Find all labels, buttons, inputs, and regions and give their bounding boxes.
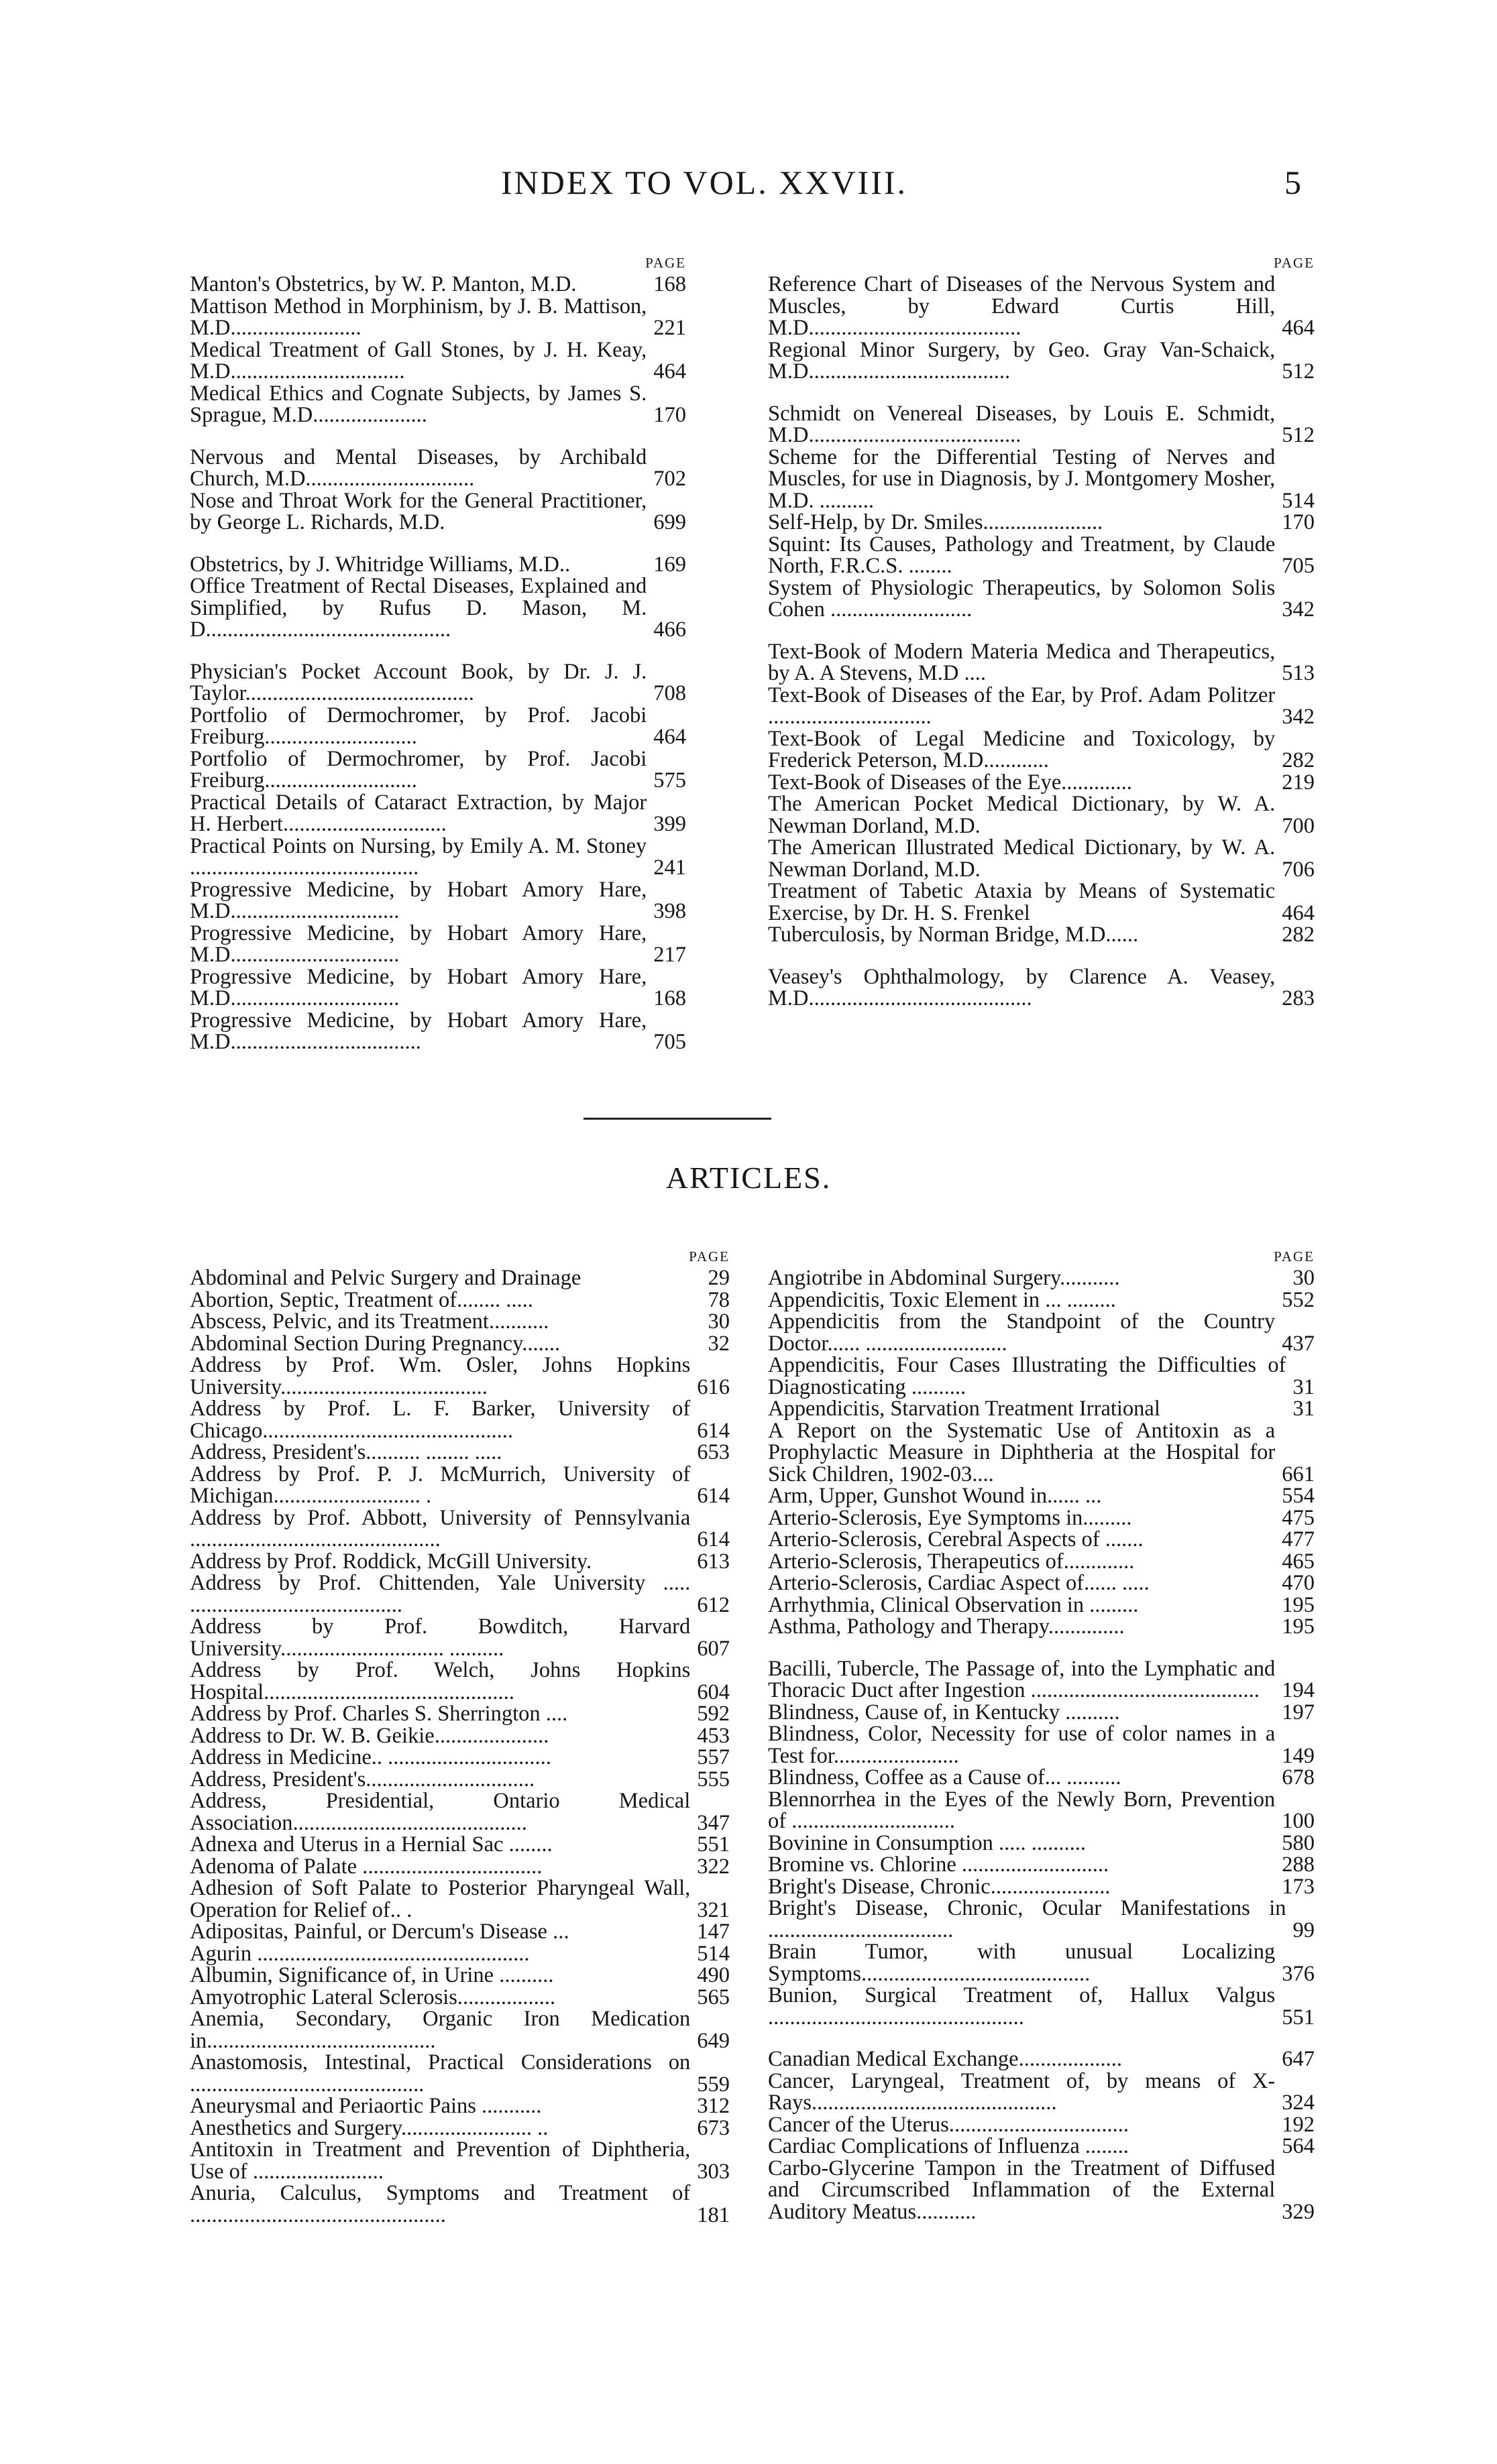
entry-title: Asthma, Pathology and Therapy.............. [768,1615,1125,1639]
entry-page: 241 [653,856,686,880]
index-entry [768,728,1315,772]
entry-title: Obstetrics, by J. Whitridge Williams, M.D.. [190,552,571,577]
entry-page: 195 [1282,1615,1315,1639]
index-entry [768,837,1315,880]
books-column-left [190,252,686,1053]
index-entry [190,1747,730,1769]
index-entry [190,923,686,966]
entry-page: 453 [697,1723,730,1748]
books-column-right [768,252,1315,1010]
entry-title: Progressive Medicine, by Hobart Amory Hare, M.D............................... [190,921,647,967]
entry-page: 513 [1282,661,1315,685]
index-entry [190,1289,730,1311]
entry-page: 475 [1282,1505,1315,1530]
index-entry [190,1572,730,1616]
index-entry [190,1464,730,1507]
entry-page: 614 [697,1527,730,1551]
index-entry [190,1442,730,1464]
entry-page: 708 [653,681,686,705]
entry-page: 653 [697,1440,730,1464]
index-entry [190,792,686,835]
entry-page: 219 [1282,770,1315,795]
page-column-label: PAGE [1274,255,1315,271]
entry-title: Agurin .................................................. [190,1941,530,1966]
index-entry [768,641,1315,685]
entry-title: Cardiac Complications of Influenza ........ [768,2134,1129,2158]
index-entry [190,2008,730,2052]
index-entry [768,1767,1315,1789]
entry-page: 565 [697,1985,730,2009]
entry-page: 31 [1292,1374,1315,1399]
entry-page: 555 [697,1767,730,1792]
entry-title: Carbo-Glycerine Tampon in the Treatment of Diffused and Circumscribed Inflammation of the External Auditory Meatus........... [768,2156,1276,2224]
index-entry [768,339,1315,383]
entry-title: Albumin, Significance of, in Urine .......... [190,1963,554,1987]
entry-title: Arm, Upper, Gunshot Wound in...... ... [768,1484,1102,1508]
entry-page: 32 [708,1331,730,1356]
entry-page: 282 [1282,748,1315,772]
page-title: INDEX TO VOL. XXVIII. [501,164,907,201]
index-entry [190,1659,730,1703]
entry-title: Address, President's.......... ........ ..... [190,1440,502,1464]
entry-title: Medical Ethics and Cognate Subjects, by James S. Sprague, M.D..................... [190,381,647,427]
index-entry [768,1854,1315,1876]
index-entry [190,748,686,792]
entry-page: 283 [1282,986,1315,1010]
entry-page: 554 [1282,1484,1315,1508]
index-entry [768,1420,1315,1486]
index-entry [190,339,686,383]
entry-title: Arterio-Sclerosis, Eye Symptoms in......... [768,1505,1132,1530]
entry-title: System of Physiologic Therapeutics, by Solomon Solis Cohen .......................... [768,575,1276,622]
entry-page: 512 [1282,359,1315,384]
index-entry [768,1398,1315,1420]
entry-page: 322 [697,1854,730,1879]
index-entry [768,1897,1315,1941]
entry-title: Nose and Throat Work for the General Practitioner, by George L. Richards, M.D. [190,488,647,534]
entry-page: 303 [697,2159,730,2184]
entry-title: Antitoxin in Treatment and Prevention of Diphtheria, Use of ........................ [190,2137,691,2184]
index-entry [190,1921,730,1943]
entry-title: Office Treatment of Rectal Diseases, Explained and Simplified, by Rufus D. Mason, M. D............................................. [190,574,647,642]
entry-title: Abdominal and Pelvic Surgery and Drainage [190,1266,581,1290]
index-entry [768,1702,1315,1724]
entry-title: Adipositas, Painful, or Dercum's Disease ... [190,1920,569,1944]
index-entry [768,2158,1315,2223]
entry-page: 614 [697,1418,730,1443]
entry-title: Veasey's Ophthalmology, by Clarence A. Veasey, M.D......................................... [768,964,1276,1010]
entry-title: Text-Book of Modern Materia Medica and Therapeutics, by A. A Stevens, M.D .... [768,639,1276,685]
entry-page: 399 [653,812,686,836]
entry-title: Address to Dr. W. B. Geikie..................... [190,1723,549,1748]
index-entry [768,1289,1315,1311]
entry-title: Angiotribe in Abdominal Surgery........... [768,1266,1120,1290]
entry-page: 173 [1282,1874,1315,1899]
entry-page: 649 [697,2028,730,2053]
index-entry [768,534,1315,577]
index-entry [768,1832,1315,1855]
entry-page: 324 [1282,2091,1315,2115]
index-entry [768,512,1315,534]
entry-title: Cancer, Laryngeal, Treatment of, by means of X-Rays............................................. [768,2068,1276,2115]
entry-page: 700 [1282,813,1315,838]
index-entry [190,1834,730,1856]
entry-title: Arterio-Sclerosis, Therapeutics of............. [768,1549,1135,1574]
index-entry [190,274,686,296]
entry-title: Adhesion of Soft Palate to Posterior Pharyngeal Wall, Operation for Relief of.. . [190,1876,691,1922]
entry-title: Physician's Pocket Account Book, by Dr. J. J. Taylor.......................................... [190,659,647,705]
index-entry [768,793,1315,837]
entry-page: 147 [697,1920,730,1944]
index-entry [190,383,686,426]
entry-title: Address by Prof. Bowditch, Harvard University.............................. .......... [190,1615,691,1661]
entry-page: 607 [697,1636,730,1661]
entry-page: 347 [697,1810,730,1835]
entry-page: 552 [1282,1287,1315,1312]
index-entry [190,1311,730,1333]
index-entry [768,1594,1315,1617]
entry-title: Bunion, Surgical Treatment of, Hallux Valgus ............................................... [768,1983,1276,2030]
index-entry [768,1985,1315,2028]
index-entry [190,575,686,641]
entry-title: Anesthetics and Surgery........................ .. [190,2115,549,2140]
index-entry [190,296,686,339]
entry-title: Bovinine in Consumption ..... .......... [768,1830,1086,1855]
index-entry [768,880,1315,924]
entry-page: 613 [697,1549,730,1574]
entry-page: 342 [1282,705,1315,729]
entry-title: Brain Tumor, with unusual Localizing Symptoms.......................................... [768,1940,1276,1986]
index-entry [768,447,1315,512]
entry-page: 678 [1282,1765,1315,1790]
index-entry [190,1333,730,1355]
index-entry [768,1616,1315,1638]
index-entry [768,577,1315,621]
entry-title: A Report on the Systematic Use of Antitoxin as a Prophylactic Measure in Diphtheria at the Hospital for Sick Children, 1902-03.... [768,1418,1276,1486]
entry-title: Arterio-Sclerosis, Cardiac Aspect of...... ..... [768,1571,1150,1595]
entry-title: Address in Medicine.. .............................. [190,1745,551,1769]
entry-page: 170 [653,403,686,427]
index-entry [768,1789,1315,1832]
entry-page: 342 [1282,597,1315,622]
index-entry [768,1529,1315,1551]
articles-column-left [190,1246,730,2226]
index-entry [190,1790,730,1834]
index-entry [768,772,1315,794]
entry-page: 699 [653,510,686,534]
entry-page: 221 [653,316,686,340]
entry-page: 194 [1282,1678,1315,1702]
entry-title: Address by Prof. Welch, Johns Hopkins Hospital.............................................. [190,1658,691,1704]
index-entry [768,274,1315,339]
page-column-label: PAGE [1274,1248,1315,1265]
entry-title: Address by Prof. P. J. McMurrich, University of Michigan........................... . [190,1462,691,1508]
entry-page: 376 [1282,1961,1315,1986]
entry-page: 195 [1282,1592,1315,1617]
entry-page: 31 [1292,1397,1315,1421]
entry-page: 647 [1282,2047,1315,2071]
index-entry [768,2114,1315,2136]
entry-title: Progressive Medicine, by Hobart Amory Hare, M.D................................... [190,1008,647,1054]
index-entry [768,403,1315,447]
entry-page: 437 [1282,1331,1315,1356]
entry-title: Abortion, Septic, Treatment of........ ..... [190,1287,533,1312]
entry-title: Abscess, Pelvic, and its Treatment........... [190,1309,549,1334]
page-header [107,163,1301,217]
entry-page: 197 [1282,1700,1315,1724]
index-entry [768,1551,1315,1573]
entry-page: 512 [1282,423,1315,447]
entry-page: 564 [1282,2134,1315,2158]
entry-title: Address, President's............................... [190,1767,535,1792]
entry-title: Canadian Medical Exchange................... [768,2047,1122,2071]
entry-title: Appendicitis, Four Cases Illustrating the Difficulties of Diagnosticating .......... [768,1353,1286,1399]
index-entry [190,705,686,748]
entry-title: The American Illustrated Medical Dictionary, by W. A. Newman Dorland, M.D. [768,835,1276,882]
entry-page: 612 [697,1592,730,1617]
entry-title: Aneurysmal and Periaortic Pains ........... [190,2094,542,2118]
entry-title: Manton's Obstetrics, by W. P. Manton, M.D. [190,272,577,296]
index-entry [190,835,686,879]
entry-page: 78 [708,1287,730,1312]
index-entry [190,490,686,534]
index-entry [768,1941,1315,1985]
index-entry [190,879,686,923]
entry-page: 192 [1282,2112,1315,2137]
entry-title: Bromine vs. Chlorine ........................... [768,1853,1109,1877]
entry-page: 514 [697,1941,730,1966]
entry-page: 616 [697,1374,730,1399]
index-entry [190,661,686,705]
index-entry [768,1507,1315,1529]
entry-page: 706 [1282,857,1315,882]
index-entry [190,1769,730,1791]
index-entry [768,1876,1315,1898]
index-entry [190,1551,730,1573]
entry-title: Abdominal Section During Pregnancy....... [190,1331,561,1356]
index-entry [768,1723,1315,1767]
entry-title: Text-Book of Diseases of the Ear, by Prof. Adam Politzer .............................. [768,683,1276,729]
entry-title: Treatment of Tabetic Ataxia by Means of Systematic Exercise, by Dr. H. S. Frenkel [768,879,1276,925]
entry-page: 169 [653,552,686,577]
entry-page: 464 [1282,900,1315,925]
index-entry [190,1616,730,1659]
entry-title: Appendicitis, Toxic Element in ... ......... [768,1287,1116,1312]
entry-page: 557 [697,1745,730,1769]
entry-title: Bright's Disease, Chronic...................... [768,1874,1111,1899]
entry-title: Blindness, Coffee as a Cause of... .......... [768,1765,1121,1790]
entry-title: Cancer of the Uterus................................. [768,2112,1129,2137]
index-entry [190,1398,730,1442]
entry-title: Address by Prof. Wm. Osler, Johns Hopkins University...................................... [190,1353,691,1399]
index-entry [190,1725,730,1747]
entry-title: Address, Presidential, Ontario Medical Association........................................... [190,1789,691,1835]
index-entry [190,1964,730,1987]
entry-title: Anemia, Secondary, Organic Iron Medication in.......................................... [190,2007,691,2053]
entry-title: Amyotrophic Lateral Sclerosis.................. [190,1985,556,2009]
entry-page: 705 [653,1030,686,1054]
entry-title: Nervous and Mental Diseases, by Archibald Church, M.D............................... [190,445,647,491]
entry-title: Address by Prof. L. F. Barker, University of Chicago.............................................. [190,1397,691,1443]
entry-title: Arrhythmia, Clinical Observation in ......... [768,1592,1139,1617]
entry-title: Portfolio of Dermochromer, by Prof. Jacobi Freiburg............................ [190,703,647,749]
page-column-label: PAGE [689,1248,730,1265]
index-entry [190,2052,730,2095]
entry-page: 604 [697,1680,730,1704]
entry-title: Blindness, Color, Necessity for use of color names in a Test for....................... [768,1722,1276,1768]
entry-title: Practical Details of Cataract Extraction, by Major H. Herbert.............................. [190,790,647,836]
index-entry [190,1703,730,1725]
entry-page: 321 [697,1897,730,1922]
entry-page: 551 [697,1832,730,1857]
entry-title: Adnexa and Uterus in a Hernial Sac ........ [190,1832,553,1857]
index-entry [190,966,686,1010]
entry-page: 477 [1282,1527,1315,1551]
index-entry [768,2070,1315,2114]
index-entry [190,1856,730,1878]
entry-page: 465 [1282,1549,1315,1574]
entry-title: Bacilli, Tubercle, The Passage of, into the Lymphatic and Thoracic Duct after Ingestion .......................................... [768,1656,1276,1702]
entry-page: 490 [697,1963,730,1987]
entry-title: Blennorrhea in the Eyes of the Newly Born, Prevention of .............................. [768,1787,1276,1833]
entry-title: Schmidt on Venereal Diseases, by Louis E. Schmidt, M.D....................................... [768,401,1276,447]
entry-title: Progressive Medicine, by Hobart Amory Hare, M.D............................... [190,964,647,1010]
index-entry [768,1311,1315,1354]
entry-page: 614 [697,1484,730,1508]
index-entry [190,447,686,490]
entry-title: Reference Chart of Diseases of the Nervous System and Muscles, by Edward Curtis Hill, M.D....................................... [768,272,1276,340]
entry-page: 464 [653,359,686,384]
entry-title: Appendicitis, Starvation Treatment Irrational [768,1397,1160,1421]
entry-title: Squint: Its Causes, Pathology and Treatment, by Claude North, F.R.C.S. ........ [768,532,1276,578]
index-entry [190,2095,730,2117]
entry-page: 282 [1282,923,1315,947]
index-entry [190,2117,730,2139]
entry-page: 559 [697,2072,730,2097]
entry-title: Address by Prof. Roddick, McGill University. [190,1549,592,1574]
section-divider [584,1118,771,1120]
entry-page: 470 [1282,1571,1315,1595]
index-entry [768,685,1315,728]
index-entry [190,1877,730,1921]
entry-title: Self-Help, by Dr. Smiles...................... [768,510,1103,534]
entry-title: Scheme for the Differential Testing of Nerves and Muscles, for use in Diagnosis, by J. Montgomery Mosher, M.D. .......... [768,445,1276,513]
entry-page: 580 [1282,1830,1315,1855]
entry-page: 661 [1282,1462,1315,1486]
index-entry [190,1010,686,1053]
index-entry [768,924,1315,946]
index-entry [190,1987,730,2009]
entry-page: 168 [653,272,686,296]
index-entry [190,2182,730,2226]
entry-title: Anastomosis, Intestinal, Practical Considerations on ........................................... [190,2050,691,2097]
index-entry [768,2048,1315,2070]
index-entry [190,554,686,576]
entry-page: 702 [653,467,686,491]
entry-title: Regional Minor Surgery, by Geo. Gray Van-Schaick, M.D..................................... [768,337,1276,384]
entry-page: 168 [653,986,686,1010]
page-number: 5 [1284,164,1301,201]
entry-page: 466 [653,618,686,642]
page-column-label: PAGE [645,255,686,271]
entry-title: Text-Book of Diseases of the Eye............. [768,770,1132,795]
entry-title: Medical Treatment of Gall Stones, by J. H. Keay, M.D................................ [190,337,647,384]
entry-title: Appendicitis from the Standpoint of the Country Doctor...... .......................... [768,1309,1276,1356]
index-entry [768,1485,1315,1507]
entry-page: 149 [1282,1743,1315,1768]
entry-title: Text-Book of Legal Medicine and Toxicology, by Frederick Peterson, M.D............ [768,726,1276,772]
entry-page: 551 [1282,2005,1315,2030]
index-entry [190,1507,730,1551]
index-entry [768,966,1315,1010]
entry-page: 30 [708,1309,730,1334]
index-entry [768,2135,1315,2158]
entry-title: The American Pocket Medical Dictionary, by W. A. Newman Dorland, M.D. [768,792,1276,838]
entry-page: 514 [1282,488,1315,513]
entry-title: Bright's Disease, Chronic, Ocular Manifestations in .................................. [768,1896,1286,1942]
entry-page: 30 [1292,1266,1315,1290]
entry-page: 464 [653,725,686,749]
entry-page: 575 [653,768,686,793]
entry-title: Practical Points on Nursing, by Emily A. M. Stoney .......................................... [190,833,647,880]
entry-page: 100 [1282,1809,1315,1833]
articles-column-right [768,1246,1315,2223]
entry-title: Progressive Medicine, by Hobart Amory Hare, M.D............................... [190,877,647,923]
entry-page: 673 [697,2115,730,2140]
entry-title: Address by Prof. Charles S. Sherrington .... [190,1702,568,1726]
entry-page: 592 [697,1702,730,1726]
entry-page: 99 [1292,1918,1315,1942]
entry-page: 217 [653,943,686,967]
entry-page: 312 [697,2094,730,2118]
entry-page: 464 [1282,316,1315,340]
entry-title: Blindness, Cause of, in Kentucky .......... [768,1700,1120,1724]
entry-title: Address by Prof. Chittenden, Yale University ..... ....................................... [190,1571,691,1617]
entry-page: 170 [1282,510,1315,534]
entry-title: Anuria, Calculus, Symptoms and Treatment of ............................................... [190,2181,691,2227]
index-entry [768,1354,1315,1398]
section-title: ARTICLES. [665,1161,832,1195]
entry-title: Arterio-Sclerosis, Cerebral Aspects of ....... [768,1527,1144,1551]
entry-page: 29 [708,1266,730,1290]
entry-page: 329 [1282,2199,1315,2224]
entry-title: Mattison Method in Morphinism, by J. B. Mattison, M.D........................ [190,294,647,340]
entry-page: 181 [697,2203,730,2227]
entry-title: Address by Prof. Abbott, University of Pennsylvania .............................................. [190,1505,691,1551]
entry-title: Tuberculosis, by Norman Bridge, M.D...... [768,923,1139,947]
index-entry [768,1572,1315,1594]
entry-page: 288 [1282,1853,1315,1877]
index-entry [768,1267,1315,1289]
entry-title: Portfolio of Dermochromer, by Prof. Jacobi Freiburg............................ [190,746,647,793]
index-entry [190,1943,730,1965]
index-entry [190,1267,730,1289]
entry-page: 705 [1282,554,1315,578]
entry-page: 398 [653,899,686,923]
index-entry [768,1658,1315,1702]
index-entry [190,2139,730,2182]
index-entry [190,1354,730,1398]
entry-title: Adenoma of Palate ................................. [190,1854,543,1879]
